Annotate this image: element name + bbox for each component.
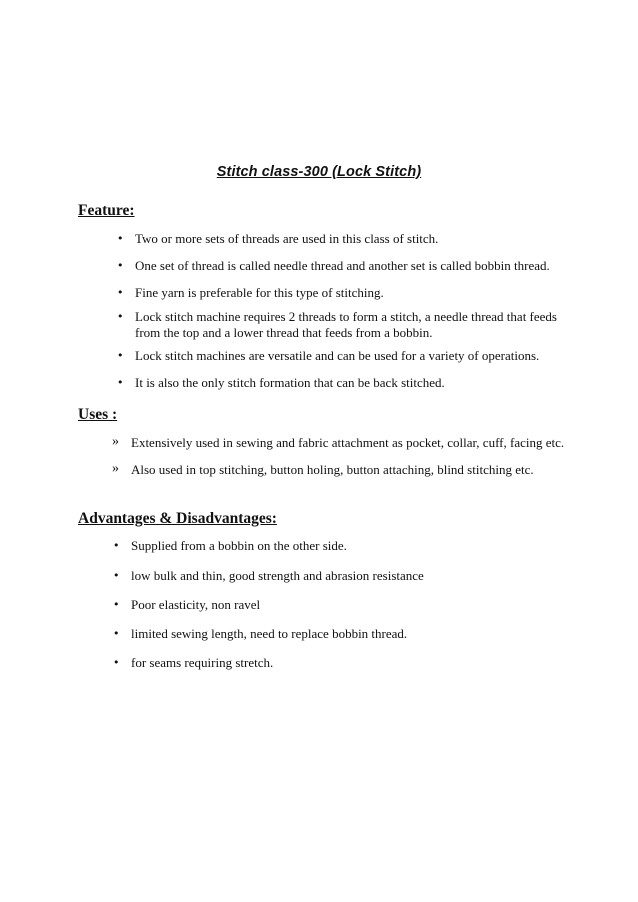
bullet-icon: • [117, 286, 124, 299]
list-item [112, 461, 561, 478]
list-item [117, 375, 565, 391]
list-item [112, 434, 565, 451]
list-item-text: Lock stitch machine requires 2 threads to form a stitch, a needle thread that feeds from the top and a lower thread that feeds from a bobbin. [135, 309, 557, 340]
list-item-text: It is also the only stitch formation that can be back stitched. [135, 375, 445, 390]
list-item [113, 597, 561, 613]
list-item [113, 568, 561, 584]
list-item [113, 655, 561, 671]
list-item-text: Extensively used in sewing and fabric attachment as pocket, collar, cuff, facing etc. [131, 435, 565, 450]
list-item-text: Poor elasticity, non ravel [131, 597, 261, 612]
list-item-text: Lock stitch machines are versatile and can be used for a variety of operations. [135, 348, 540, 363]
page-title: Stitch class-300 (Lock Stitch) [216, 164, 422, 180]
list-item-text: low bulk and thin, good strength and abrasion resistance [131, 568, 424, 583]
list-item-text: Two or more sets of threads are used in this class of stitch. [135, 231, 439, 246]
list-item [117, 231, 565, 247]
bullet-icon: • [117, 232, 124, 245]
bullet-icon: • [113, 539, 120, 552]
list-item [117, 309, 565, 341]
bullet-icon: • [117, 376, 124, 389]
list-item-text: Fine yarn is preferable for this type of stitching. [135, 285, 384, 300]
list-item [117, 348, 565, 364]
list-item-text: for seams requiring stretch. [131, 655, 274, 670]
list-item-text: limited sewing length, need to replace bobbin thread. [131, 626, 408, 641]
list-item [117, 285, 565, 301]
advantages-heading: Advantages & Disadvantages: [78, 510, 277, 527]
arrow-icon: » [112, 461, 119, 476]
bullet-icon: • [113, 569, 120, 582]
list-item [113, 626, 561, 642]
list-item [117, 258, 565, 274]
list-item [113, 538, 561, 554]
list-item-text: Supplied from a bobbin on the other side. [131, 538, 347, 553]
bullet-icon: • [117, 259, 124, 272]
feature-heading: Feature: [78, 202, 135, 219]
bullet-icon: • [117, 349, 124, 362]
arrow-icon: » [112, 434, 119, 449]
bullet-icon: • [113, 627, 120, 640]
list-item-text: One set of thread is called needle thread and another set is called bobbin thread. [135, 258, 550, 273]
list-item-text: Also used in top stitching, button holing, button attaching, blind stitching etc. [131, 462, 534, 477]
bullet-icon: • [113, 598, 120, 611]
bullet-icon: • [117, 310, 124, 323]
uses-heading: Uses : [78, 406, 118, 423]
bullet-icon: • [113, 656, 120, 669]
